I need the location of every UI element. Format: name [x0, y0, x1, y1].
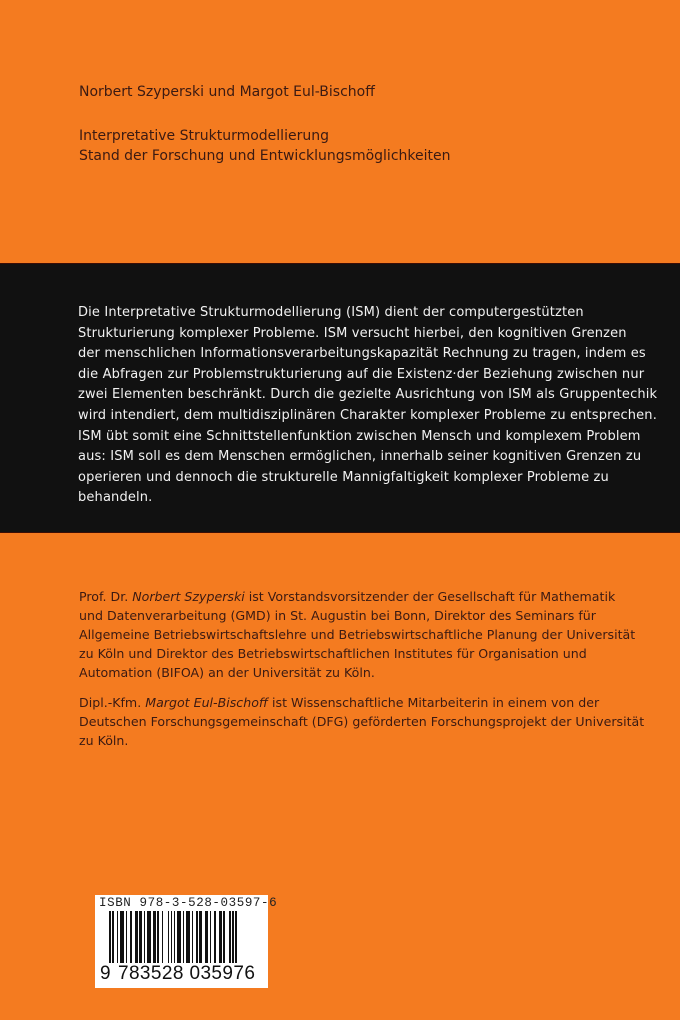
ean-digits [100, 963, 257, 985]
abstract-line: wird intendiert, dem multidisziplinären Charakter komplexer Probleme zu entsprechen. [78, 407, 657, 423]
abstract-line: der menschlichen Informationsverarbeitungskapazität Rechnung zu tragen, indem es [78, 346, 646, 362]
author-name: Norbert Szyperski [132, 589, 245, 604]
bio-text: ist Wissenschaftliche Mitarbeiterin in einem von der [268, 695, 600, 710]
bio-eul-bischoff [79, 693, 644, 750]
bio-szyperski [79, 587, 635, 682]
title-line: Interpretative Strukturmodellierung [79, 128, 329, 144]
bio-line: und Datenverarbeitung (GMD) in St. Augustin bei Bonn, Direktor des Seminars für [79, 608, 596, 623]
book-title [79, 126, 450, 166]
bio-line: Deutschen Forschungsgemeinschaft (DFG) geförderten Forschungsprojekt der Universität [79, 714, 645, 729]
ean-first-digit: 9 [100, 963, 111, 984]
subtitle-line: Stand der Forschung und Entwicklungsmöglichkeiten [79, 148, 451, 164]
bio-text: ist Vorstandsvorsitzender der Gesellschaft für Mathematik [244, 589, 616, 604]
bio-prefix: Dipl.-Kfm. [79, 695, 146, 710]
isbn-barcode [95, 895, 278, 988]
abstract-text [78, 303, 658, 509]
authors-heading: Norbert Szyperski und Margot Eul-Bischoff [79, 84, 375, 100]
cover-top-section [0, 0, 680, 263]
abstract-line: operieren und dennoch die strukturelle Mannigfaltigkeit komplexer Probleme zu [78, 469, 609, 485]
author-name: Margot Eul-Bischoff [145, 695, 269, 710]
ean-rest-digits: 783528 035976 [118, 963, 256, 984]
abstract-line: ISM übt somit eine Schnittstellenfunktion zwischen Mensch und komplexem Problem [78, 428, 641, 444]
abstract-line: aus: ISM soll es dem Menschen ermöglichen, innerhalb seiner kognitiven Grenzen zu [78, 449, 642, 465]
author-bios [0, 533, 680, 873]
bio-line: zu Köln und Direktor des Betriebswirtschaftlichen Institutes für Organisation und [79, 646, 587, 661]
abstract-line: die Abfragen zur Problemstrukturierung auf die Existenz·der Beziehung zwischen nur [78, 366, 645, 382]
bio-line: Allgemeine Betriebswirtschaftslehre und Betriebswirtschaftliche Planung der Universität [79, 627, 636, 642]
abstract-line: Die Interpretative Strukturmodellierung (ISM) dient der computergestützten [78, 305, 584, 320]
bio-line: zu Köln. [79, 733, 129, 748]
abstract-line: behandeln. [78, 490, 153, 506]
abstract-line: Strukturierung komplexer Probleme. ISM versucht hierbei, den kognitiven Grenzen [78, 325, 627, 341]
bio-line [79, 693, 644, 712]
abstract-band [0, 263, 680, 533]
barcode-bars-icon [109, 911, 261, 969]
bio-line [79, 587, 635, 606]
bio-prefix: Prof. Dr. [79, 589, 133, 604]
abstract-line: zwei Elementen beschränkt. Durch die gezielte Ausrichtung von ISM als Gruppentechik [78, 387, 658, 403]
isbn-label: ISBN 978-3-528-03597-6 [99, 896, 278, 910]
bio-line: Automation (BIFOA) an der Universität zu Köln. [79, 665, 375, 680]
